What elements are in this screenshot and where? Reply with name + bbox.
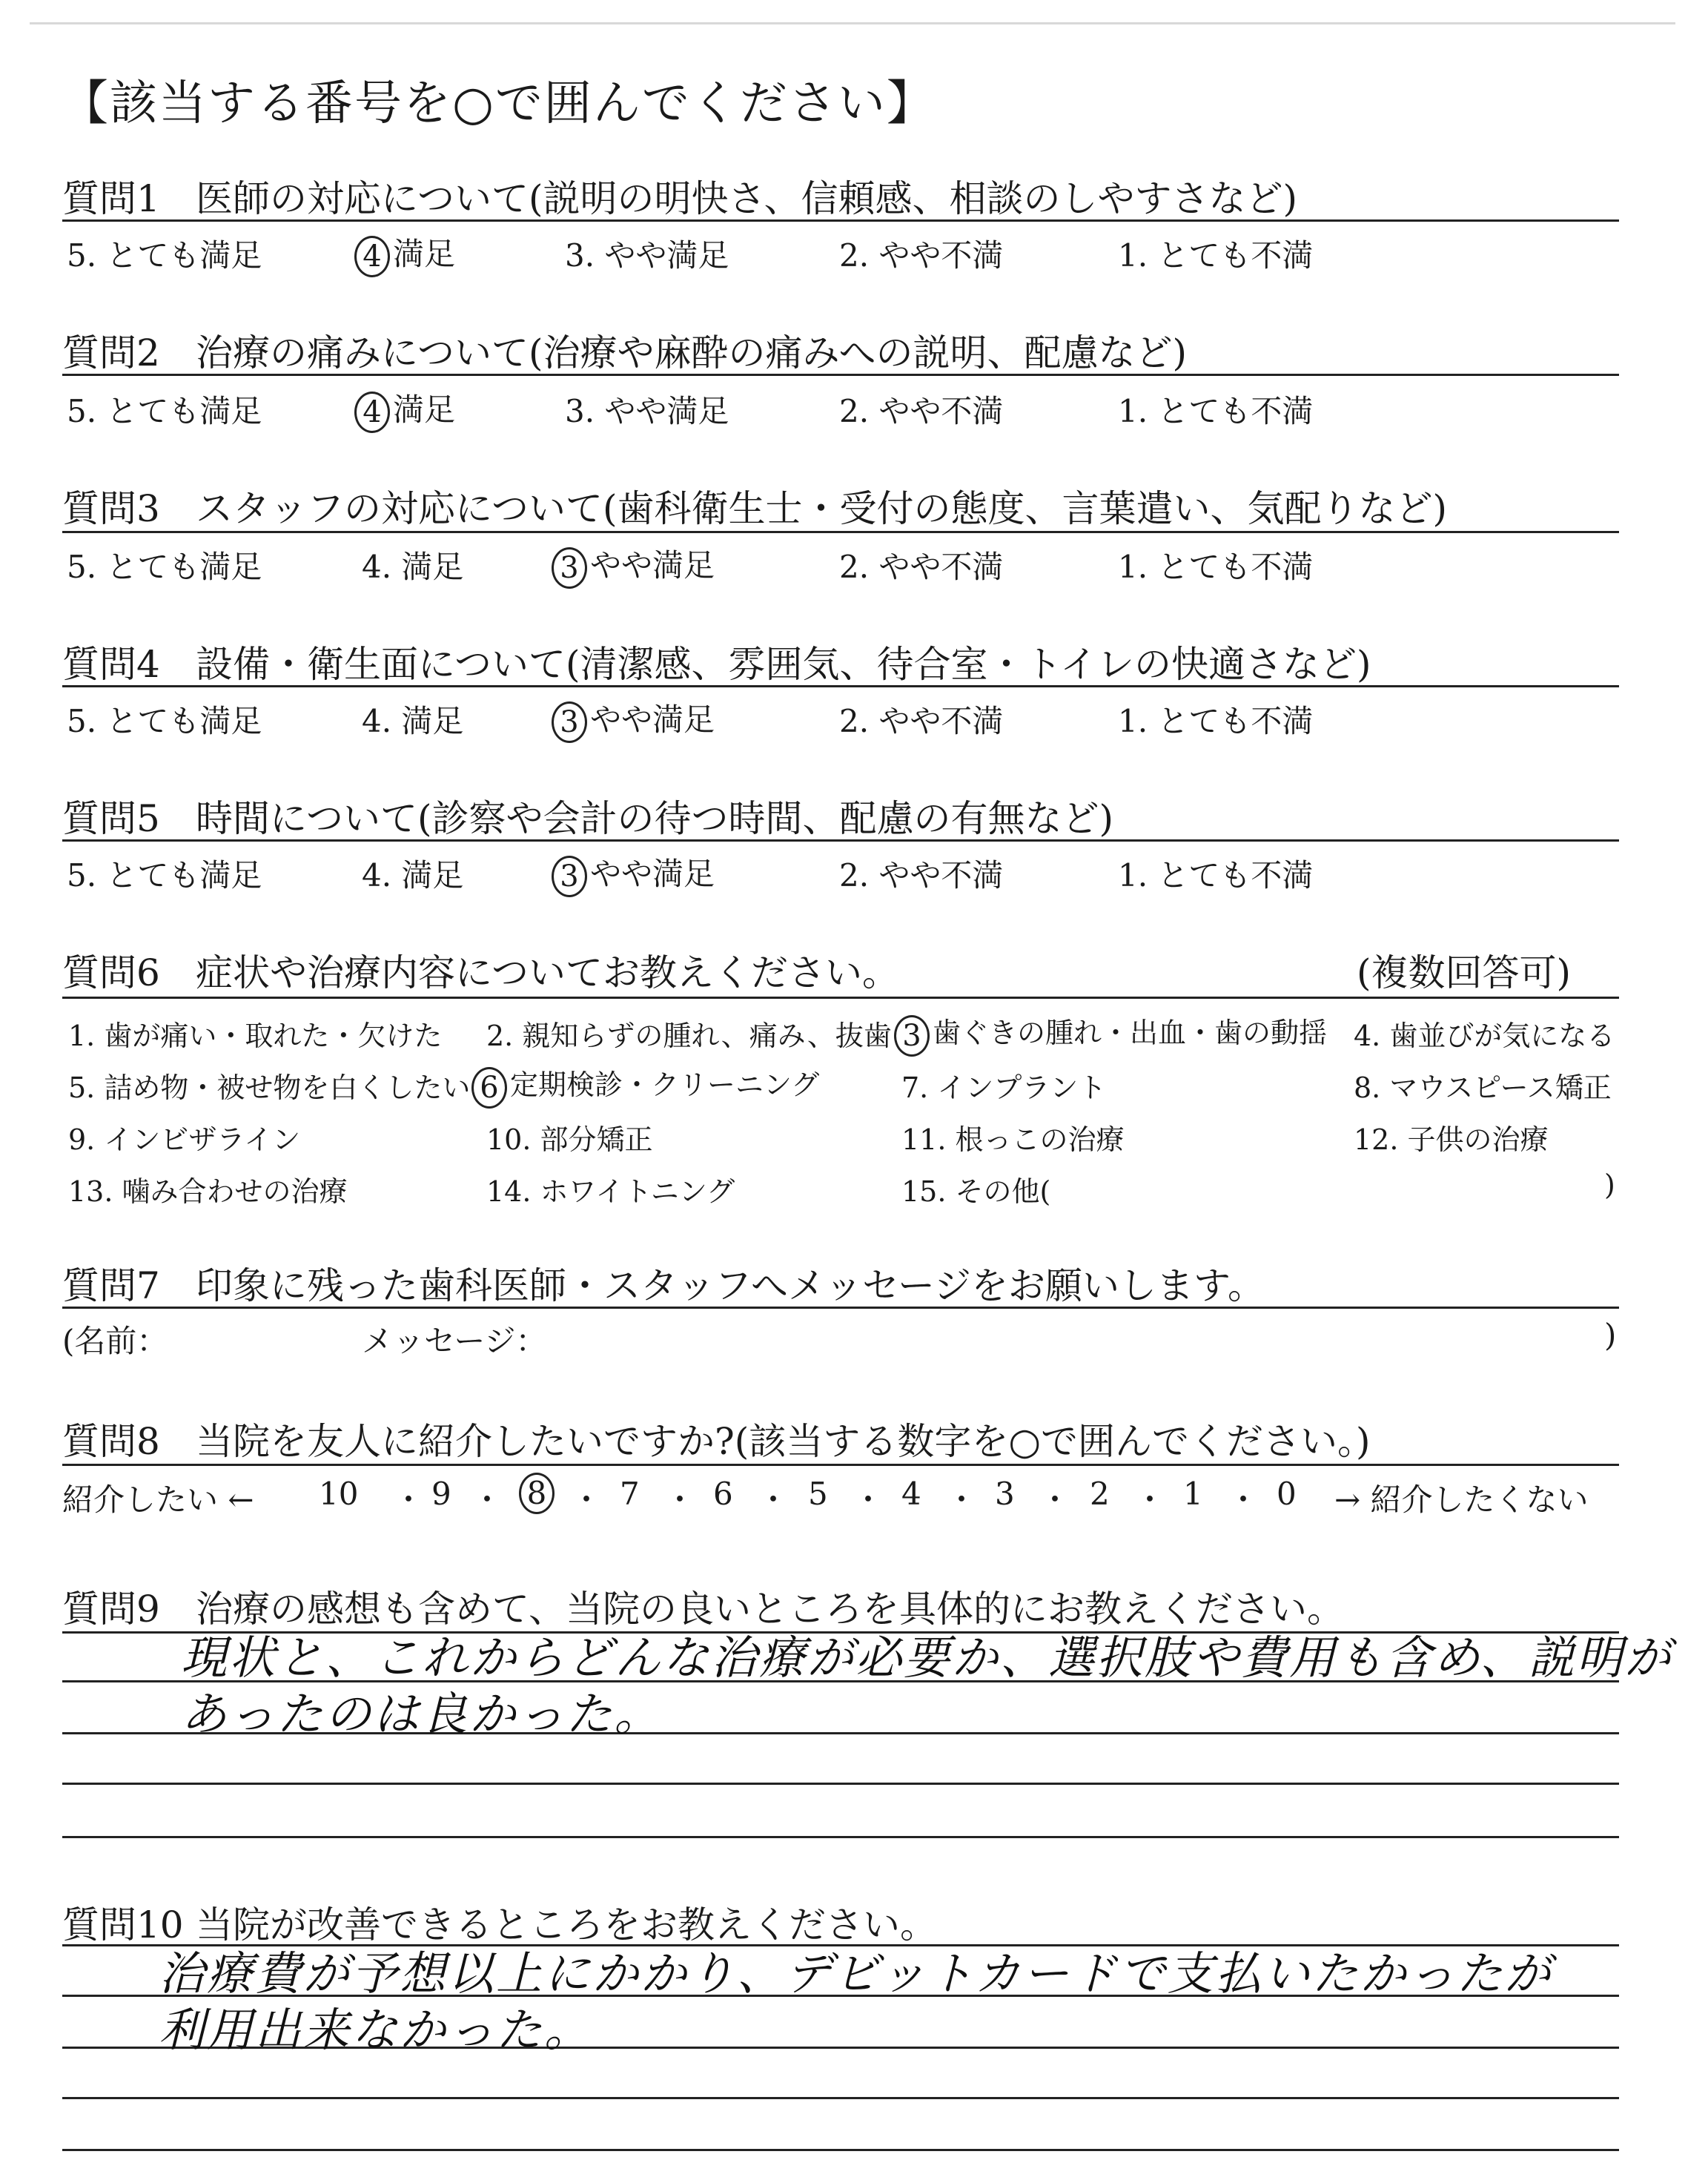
q2-option-1[interactable]: 1. とても不満 (1118, 393, 1314, 429)
q2-option-2[interactable]: 2. やや不満 (839, 393, 1004, 429)
scale-1[interactable]: 1 (1183, 1476, 1203, 1512)
q9-question: 質問9 治療の感想も含めて、当院の良いところを具体的にお教えください。 (62, 1588, 1344, 1631)
q4-option-2[interactable]: 2. やや不満 (839, 703, 1004, 739)
scale-2[interactable]: 2 (1090, 1476, 1110, 1512)
q4-rule (62, 685, 1619, 687)
q6-item-9[interactable]: 9. インビザライン (68, 1123, 301, 1156)
scale-7[interactable]: 7 (620, 1476, 640, 1512)
q3-option-3-circled[interactable]: 3 やや満足 (552, 541, 715, 589)
q7-question: 質問7 印象に残った歯科医師・スタッフへメッセージをお願いします。 (62, 1264, 1265, 1307)
q3-option-2[interactable]: 2. やや不満 (839, 549, 1004, 585)
q5-option-4[interactable]: 4. 満足 (362, 857, 464, 894)
scale-dot: ・ (1228, 1482, 1260, 1518)
instruction-heading: 【該当する番号を○で囲んでください】 (61, 76, 936, 131)
circle-mark: 3 (552, 701, 587, 743)
q8-right-label: → 紹介したくない (1334, 1482, 1589, 1518)
circle-mark: 6 (471, 1067, 507, 1109)
circle-mark: 8 (519, 1473, 555, 1514)
top-border (30, 22, 1675, 24)
q6-note: (複数回答可) (1357, 951, 1572, 994)
scale-dot: ・ (758, 1482, 790, 1518)
q5-question: 質問5 時間について(診察や会計の待つ時間、配慮の有無など) (62, 797, 1114, 840)
q5-option-5[interactable]: 5. とても満足 (67, 857, 262, 894)
q6-item-14[interactable]: 14. ホワイトニング (486, 1175, 735, 1208)
q10-answer-line-2: 利用出来なかった。 (159, 2003, 593, 2057)
q1-option-5[interactable]: 5. とても満足 (67, 237, 262, 274)
scale-0[interactable]: 0 (1277, 1476, 1297, 1512)
q6-item-1[interactable]: 1. 歯が痛い・取れた・欠けた (68, 1020, 443, 1052)
scale-dot: ・ (664, 1482, 696, 1518)
q3-option-1[interactable]: 1. とても不満 (1118, 549, 1314, 585)
scale-dot: ・ (571, 1482, 603, 1518)
scale-3[interactable]: 3 (995, 1476, 1015, 1512)
q10-rule-4 (62, 2097, 1619, 2099)
q2-question: 質問2 治療の痛みについて(治療や麻酔の痛みへの説明、配慮など) (62, 331, 1188, 374)
q9-answer-line-2: あったのは良かった。 (181, 1687, 663, 1741)
scale-dot: ・ (393, 1482, 425, 1518)
q6-item-15-close: ) (1604, 1169, 1615, 1201)
circle-mark: 4 (354, 236, 390, 277)
q6-item-5[interactable]: 5. 詰め物・被せ物を白くしたい (68, 1071, 471, 1104)
q10-question: 質問10 当院が改善できるところをお教えください。 (62, 1903, 937, 1946)
q6-item-2[interactable]: 2. 親知らずの腫れ、痛み、抜歯 (486, 1020, 892, 1052)
q8-question: 質問8 当院を友人に紹介したいですか?(該当する数字を○で囲んでください。) (62, 1420, 1371, 1463)
circle-mark: 3 (552, 856, 587, 897)
q7-rule (62, 1307, 1619, 1309)
q6-item-10[interactable]: 10. 部分矯正 (486, 1123, 653, 1156)
scale-dot: ・ (1134, 1482, 1166, 1518)
q1-option-4-circled[interactable]: 4 満足 (354, 230, 455, 277)
q6-item-13[interactable]: 13. 噛み合わせの治療 (68, 1175, 348, 1208)
q1-option-1[interactable]: 1. とても不満 (1118, 237, 1314, 274)
circle-mark: 4 (354, 392, 390, 433)
q6-rule (62, 997, 1619, 999)
scale-5[interactable]: 5 (808, 1476, 828, 1512)
q4-question: 質問4 設備・衛生面について(清潔感、雰囲気、待合室・トイレの快適さなど) (62, 643, 1371, 686)
q6-item-8[interactable]: 8. マウスピース矯正 (1354, 1071, 1612, 1104)
q2-option-3[interactable]: 3. やや満足 (565, 393, 729, 429)
q4-option-4[interactable]: 4. 満足 (362, 703, 464, 739)
q1-question: 質問1 医師の対応について(説明の明快さ、信頼感、相談のしやすさなど) (62, 177, 1298, 220)
scale-10[interactable]: 10 (319, 1476, 359, 1512)
q1-rule (62, 219, 1619, 222)
q3-option-5[interactable]: 5. とても満足 (67, 549, 262, 585)
q9-rule-5 (62, 1836, 1619, 1838)
scale-4[interactable]: 4 (901, 1476, 921, 1512)
q3-option-4[interactable]: 4. 満足 (362, 549, 464, 585)
q4-option-1[interactable]: 1. とても不満 (1118, 703, 1314, 739)
circle-mark: 3 (894, 1015, 930, 1057)
q9-answer-line-1: 現状と、これからどんな治療が必要か、選択肢や費用も含め、説明が (181, 1631, 1673, 1685)
scale-dot: ・ (1039, 1482, 1071, 1518)
q7-message-label: メッセージ： (362, 1323, 547, 1359)
scale-dot: ・ (946, 1482, 978, 1518)
q6-item-11[interactable]: 11. 根っこの治療 (901, 1123, 1125, 1156)
q2-option-5[interactable]: 5. とても満足 (67, 393, 262, 429)
q1-option-3[interactable]: 3. やや満足 (565, 237, 729, 274)
q8-rule (62, 1464, 1619, 1466)
circle-mark: 3 (552, 547, 587, 589)
q10-answer-line-1: 治療費が予想以上にかかり、デビットカードで支払いたかったが (159, 1946, 1553, 2001)
q3-rule (62, 531, 1619, 533)
scale-dot: ・ (853, 1482, 884, 1518)
q10-rule-5 (62, 2149, 1619, 2151)
q6-item-15[interactable]: 15. その他( (901, 1175, 1051, 1208)
q7-name-label: (名前： (62, 1323, 168, 1359)
q6-item-6-circled[interactable]: 6 定期検診・クリーニング (471, 1062, 819, 1109)
q6-question: 質問6 症状や治療内容についてお教えください。 (62, 951, 899, 994)
q7-close: ) (1604, 1317, 1617, 1353)
q2-rule (62, 374, 1619, 376)
scale-6[interactable]: 6 (713, 1476, 733, 1512)
q6-item-12[interactable]: 12. 子供の治療 (1354, 1123, 1549, 1156)
q3-question: 質問3 スタッフの対応について(歯科衛生士・受付の態度、言葉遣い、気配りなど) (62, 487, 1448, 530)
q8-left-label: 紹介したい ← (62, 1482, 254, 1518)
q4-option-3-circled[interactable]: 3 やや満足 (552, 696, 715, 743)
q5-option-1[interactable]: 1. とても不満 (1118, 857, 1314, 894)
q6-item-3-circled[interactable]: 3 歯ぐきの腫れ・出血・歯の動揺 (894, 1010, 1327, 1057)
q2-option-4-circled[interactable]: 4 満足 (354, 386, 455, 433)
q5-option-3-circled[interactable]: 3 やや満足 (552, 850, 715, 897)
q9-rule-4 (62, 1783, 1619, 1785)
q6-item-7[interactable]: 7. インプラント (901, 1071, 1107, 1104)
q5-option-2[interactable]: 2. やや不満 (839, 857, 1004, 894)
q1-option-2[interactable]: 2. やや不満 (839, 237, 1004, 274)
scale-dot: ・ (471, 1482, 503, 1518)
q5-rule (62, 839, 1619, 842)
scale-9[interactable]: 9 (431, 1476, 451, 1512)
q6-item-4[interactable]: 4. 歯並びが気になる (1354, 1020, 1615, 1052)
q4-option-5[interactable]: 5. とても満足 (67, 703, 262, 739)
